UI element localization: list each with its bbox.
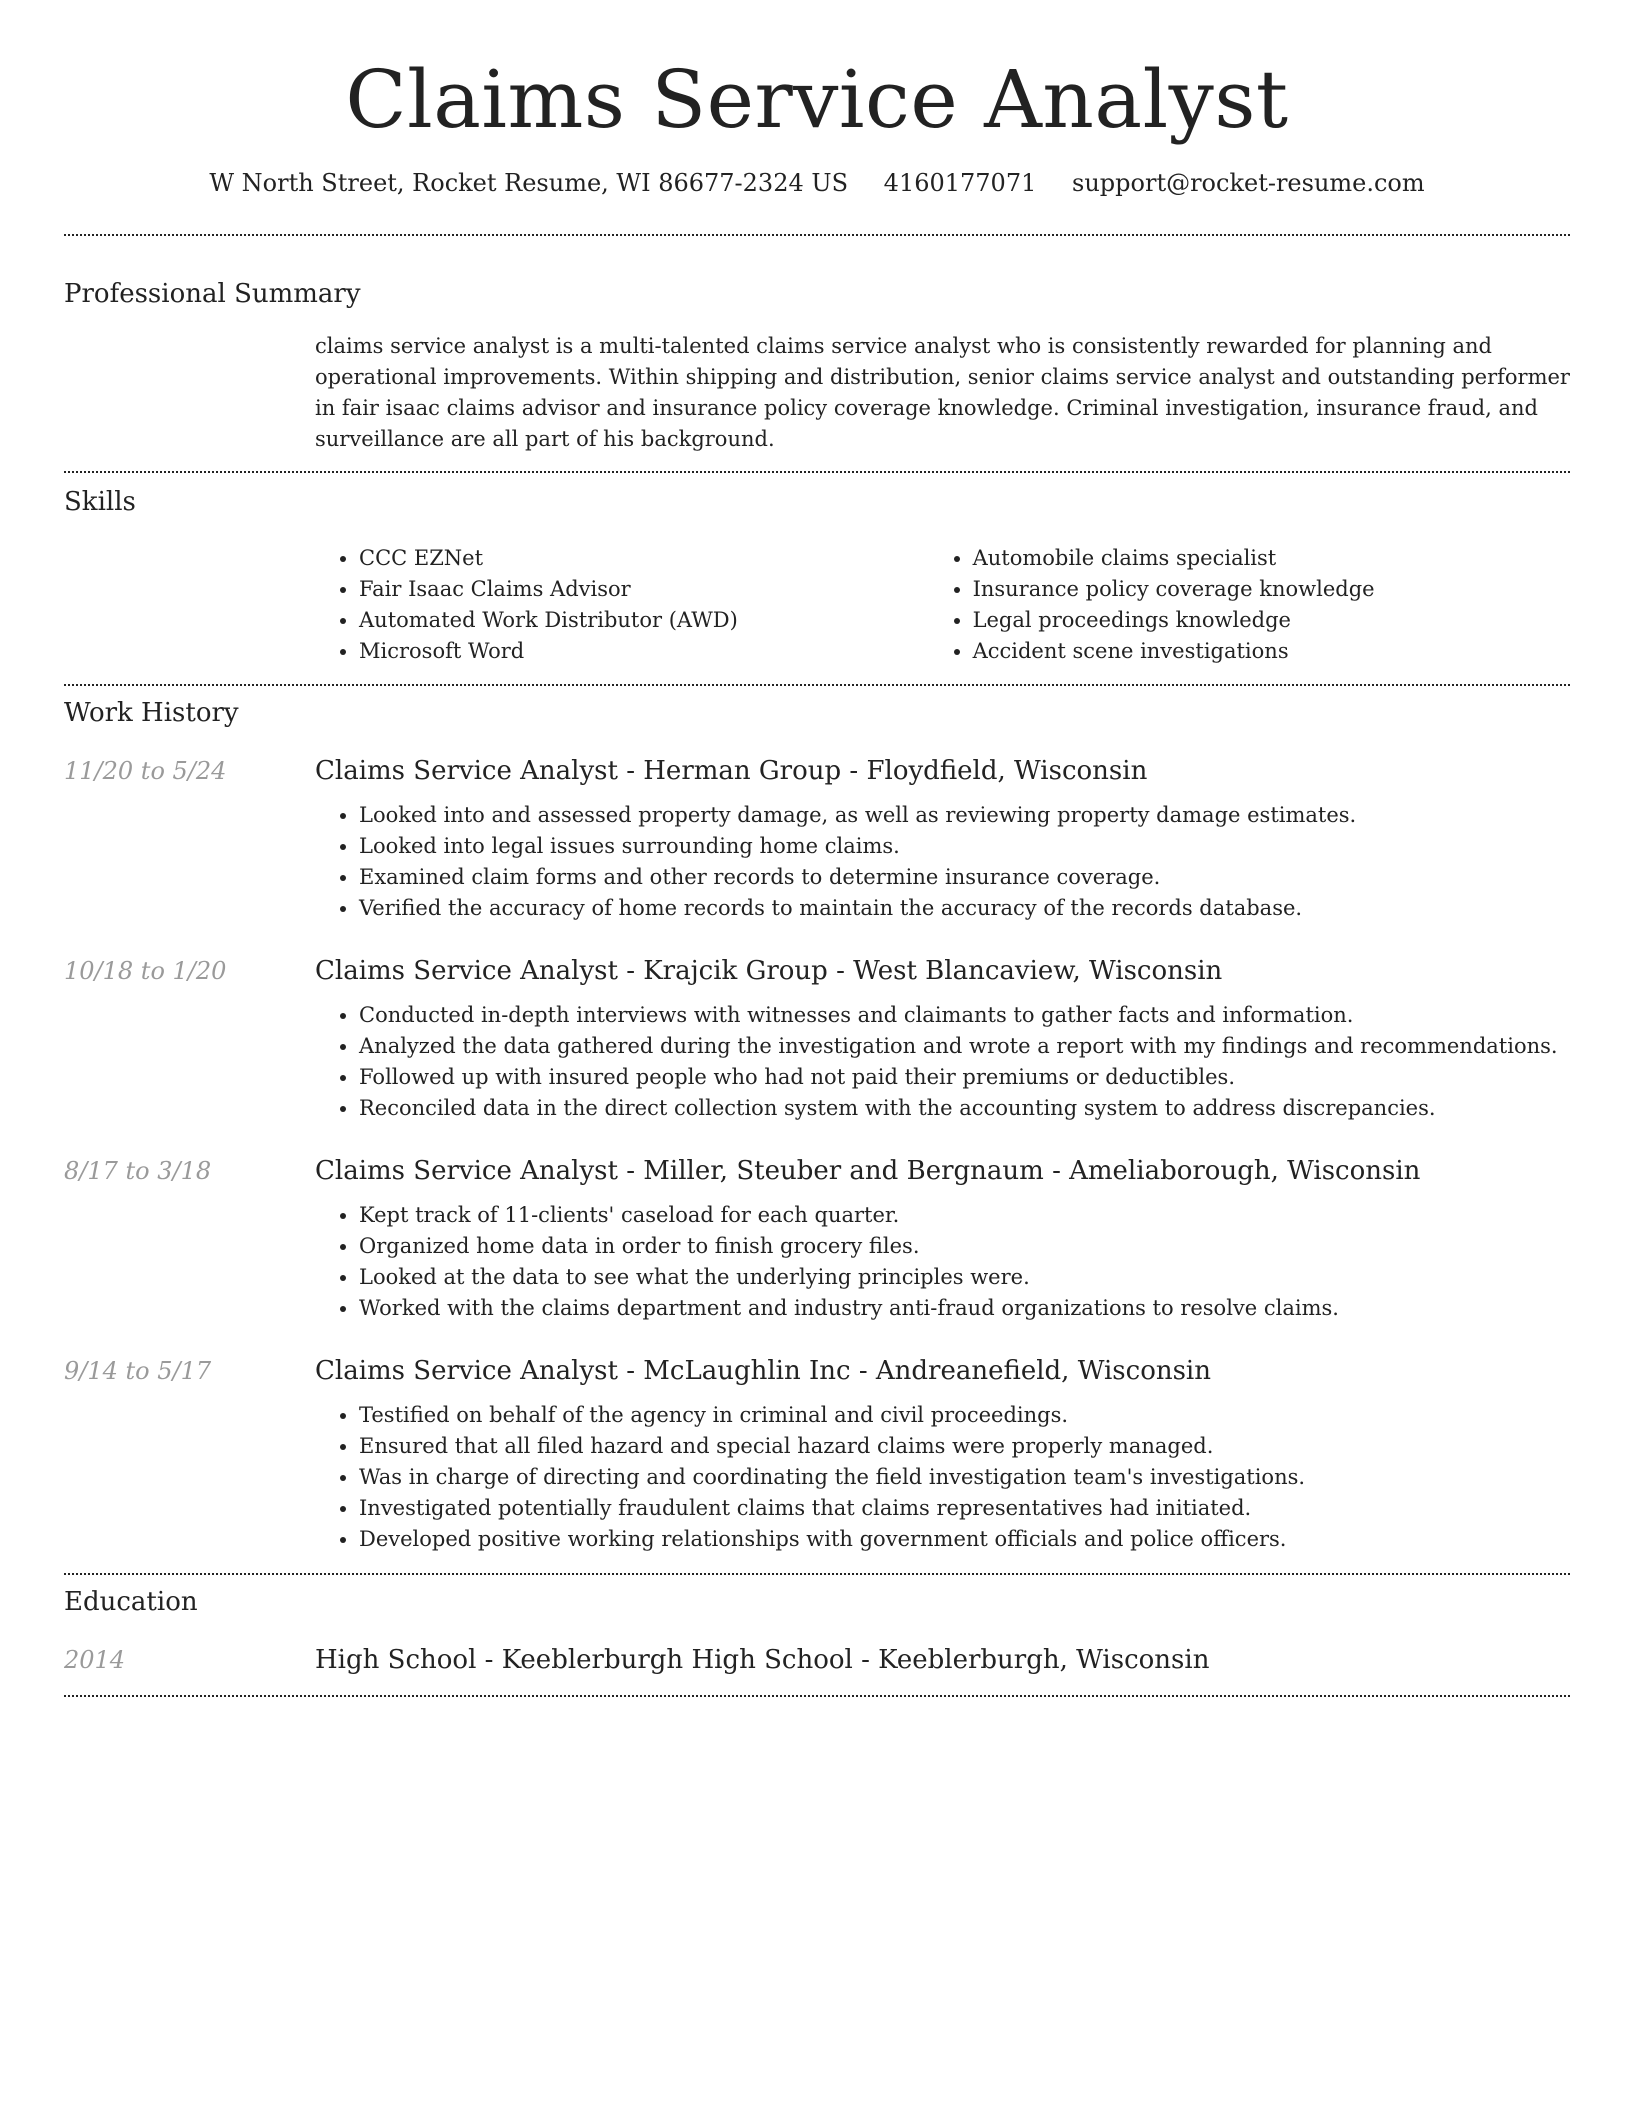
job-bullet: • Examined claim forms and other records to determine insurance coverage. [359, 862, 1570, 893]
job-bullet: • Developed positive working relationships with government officials and police officers. [359, 1524, 1570, 1555]
job-heading: Claims Service Analyst - Herman Group - Floydfield, Wisconsin [315, 756, 1148, 786]
job-entry [64, 1354, 1570, 1555]
skill-item: • Insurance policy coverage knowledge [973, 574, 1570, 605]
job-bullet: • Investigated potentially fraudulent claims that claims representatives had initiated. [359, 1493, 1570, 1524]
job-bullet: • Kept track of 11-clients' caseload for each quarter. [359, 1200, 1570, 1231]
summary-text: claims service analyst is a multi-talented claims service analyst who is consistently rewarded for planning and operational improvements. Within shipping and distribution, senior claims service analyst and outstanding performer in fair isaac claims advisor and insurance policy coverage knowledge. Criminal investigation, insurance fraud, and surveillance are all part of his background. [315, 334, 1570, 451]
skills-title: Skills [64, 487, 136, 517]
education-entry [64, 1643, 1570, 1677]
job-bullets [315, 1000, 1570, 1124]
education-title: Education [64, 1587, 198, 1617]
summary-section [64, 277, 1570, 455]
contact-phone: 4160177071 [883, 169, 1037, 197]
education-heading: High School - Keeblerburgh High School - Keeblerburgh, Wisconsin [315, 1645, 1210, 1675]
job-bullet: • Reconciled data in the direct collection system with the accounting system to address discrepancies. [359, 1093, 1570, 1124]
job-bullet: • Was in charge of directing and coordinating the field investigation team's investigations. [359, 1462, 1570, 1493]
skill-item: • Legal proceedings knowledge [973, 605, 1570, 636]
skills-section [64, 485, 1570, 667]
job-entry [64, 954, 1570, 1124]
job-dates: 10/18 to 1/20 [64, 957, 227, 985]
work-history-title: Work History [64, 698, 239, 728]
contact-email: support@rocket-resume.com [1072, 169, 1425, 197]
divider [64, 1573, 1570, 1575]
job-heading: Claims Service Analyst - McLaughlin Inc - Andreanefield, Wisconsin [315, 1356, 1211, 1386]
job-bullet: • Conducted in-depth interviews with witnesses and claimants to gather facts and information. [359, 1000, 1570, 1031]
resume-name: Claims Service Analyst [345, 53, 1289, 146]
job-dates: 9/14 to 5/17 [64, 1357, 212, 1385]
job-bullet: • Testified on behalf of the agency in criminal and civil proceedings. [359, 1400, 1570, 1431]
job-bullet: • Looked into and assessed property damage, as well as reviewing property damage estimates. [359, 800, 1570, 831]
work-history-section [64, 696, 1570, 1555]
job-bullets [315, 800, 1570, 924]
education-year: 2014 [64, 1646, 126, 1674]
job-bullet: • Analyzed the data gathered during the investigation and wrote a report with my findings and recommendations. [359, 1031, 1570, 1062]
job-heading: Claims Service Analyst - Krajcik Group - West Blancaview, Wisconsin [315, 956, 1223, 986]
job-bullets [315, 1200, 1570, 1324]
job-bullet: • Organized home data in order to finish grocery files. [359, 1231, 1570, 1262]
job-dates: 8/17 to 3/18 [64, 1157, 212, 1185]
skill-item: • Fair Isaac Claims Advisor [359, 574, 929, 605]
divider [64, 684, 1570, 686]
job-bullet: • Worked with the claims department and industry anti-fraud organizations to resolve claims. [359, 1293, 1570, 1324]
contact-address: W North Street, Rocket Resume, WI 86677-2324 US [209, 169, 849, 197]
job-entry [64, 754, 1570, 924]
job-bullet: • Followed up with insured people who had not paid their premiums or deductibles. [359, 1062, 1570, 1093]
contact-line [64, 166, 1570, 200]
skill-item: • Accident scene investigations [973, 636, 1570, 667]
job-dates: 11/20 to 5/24 [64, 757, 227, 785]
job-bullet: • Verified the accuracy of home records to maintain the accuracy of the records database. [359, 893, 1570, 924]
education-section [64, 1585, 1570, 1677]
divider [64, 1695, 1570, 1697]
divider [64, 471, 1570, 473]
skill-item: • Automobile claims specialist [973, 543, 1570, 574]
skill-item: • Microsoft Word [359, 636, 929, 667]
skills-list-left [315, 543, 929, 667]
job-bullet: • Looked at the data to see what the underlying principles were. [359, 1262, 1570, 1293]
summary-title: Professional Summary [64, 279, 361, 309]
skill-item: • Automated Work Distributor (AWD) [359, 605, 929, 636]
skill-item: • CCC EZNet [359, 543, 929, 574]
job-entry [64, 1154, 1570, 1324]
divider [64, 234, 1570, 236]
job-heading: Claims Service Analyst - Miller, Steuber and Bergnaum - Ameliaborough, Wisconsin [315, 1156, 1421, 1186]
job-bullets [315, 1400, 1570, 1555]
skills-list-right [929, 543, 1570, 667]
resume-page [64, 0, 1570, 1697]
job-bullet: • Looked into legal issues surrounding home claims. [359, 831, 1570, 862]
job-bullet: • Ensured that all filed hazard and special hazard claims were properly managed. [359, 1431, 1570, 1462]
